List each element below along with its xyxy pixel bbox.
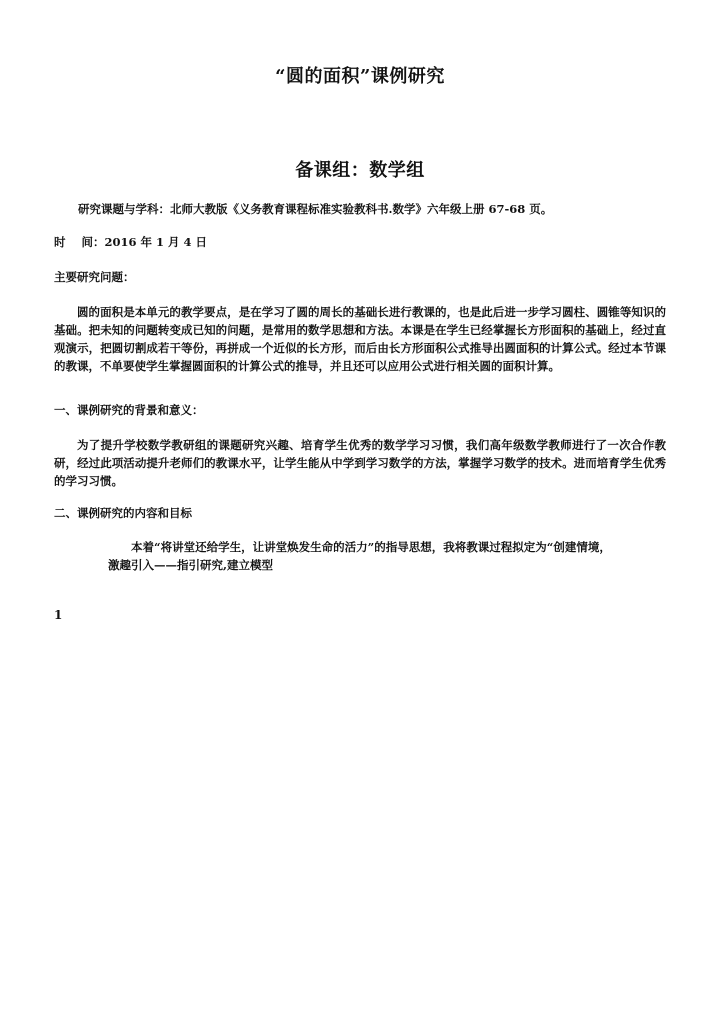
- date-line: 时 间：2016 年 1 月 4 日: [54, 235, 208, 249]
- section1-paragraph: 为了提升学校数学教研组的课题研究兴趣、培育学生优秀的数学学习习惯，我们高年级数学教师进行了一次合作教研，经过此项活动提升老师们的教课水平，让学生能从中学到学习数学的方法，掌握学习数学的技术。进而培育学生优秀的学习习惯。: [54, 438, 666, 488]
- main-problem-paragraph: 圆的面积是本单元的教学要点，是在学习了圆的周长的基础长进行教课的，也是此后进一步学习圆柱、圆锥等知识的基础。把未知的问题转变成已知的问题，是常用的数学思想和方法。本课是在学生已经掌握长方形面积的基础上，经过直观演示，把圆切割成若干等份，再拼成一个近似的长方形，而后由长方形面积公式推导出圆面积的计算公式。经过本节课的教课，不单要使学生掌握圆面积的计算公式的推导，并且还可以应用公式进行相关圆的面积计算。: [54, 305, 666, 373]
- document-title: “圆的面积”课例研究: [275, 66, 445, 87]
- main-problem-heading: 主要研究问题：: [54, 270, 135, 284]
- section1-heading: 一、课例研究的背景和意义：: [54, 403, 204, 417]
- topic-line: 研究课题与学科：北师大教版《义务教育课程标准实验教科书.数学》六年级上册 67-68 页。: [78, 202, 553, 216]
- page-number: 1: [54, 608, 63, 622]
- group-heading: 备课组：数学组: [295, 160, 425, 181]
- section2-heading: 二、课例研究的内容和目标: [54, 506, 192, 520]
- section2-paragraph: 本着“将讲堂还给学生，让讲堂焕发生命的活力”的指导思想，我将教课过程拟定为“创建情境，激趣引入——指引研究,建立模型: [108, 540, 611, 572]
